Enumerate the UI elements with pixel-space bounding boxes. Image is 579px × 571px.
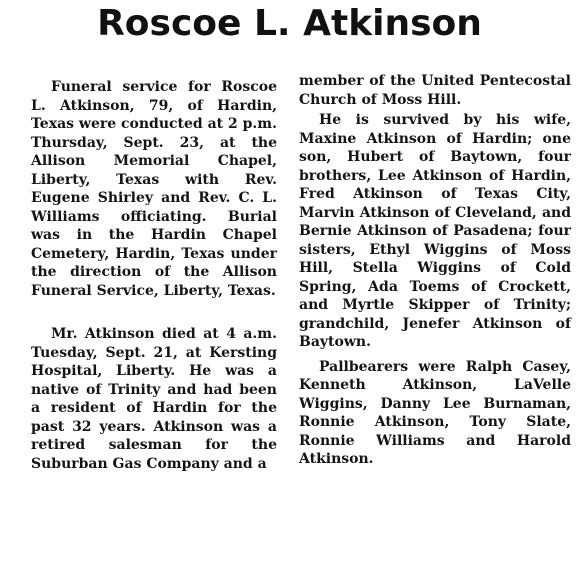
left-column [31, 78, 277, 473]
obituary-headline: Roscoe L. Atkinson [97, 3, 482, 44]
column-divider [288, 80, 289, 560]
obituary-paragraph-service: Funeral service for Roscoe L. Atkinson, 79, of Hardin, Texas were conducted at 2 p.m. Thursday, Sept. 23, at the Allison Memorial Chapel, Liberty, Texas with Rev. Eugene Shirley and Rev. C. L. Williams officiating. Burial was in the Hardin Chapel Cemetery, Hardin, Texas under the direction of the Allison Funeral Service, Liberty, Texas. [31, 79, 277, 299]
right-column [299, 72, 571, 469]
obituary-paragraph-survivors: He is survived by his wife, Maxine Atkinson of Hardin; one son, Hubert of Baytown, four brothers, Lee Atkinson of Hardin, Fred Atkinson of Texas City, Marvin Atkinson of Cleveland, and Bernie Atkinson of Pasadena; four sisters, Ethyl Wiggins of Moss Hill, Stella Wiggins of Cold Spring, Ada Toems of Crockett, and Myrtle Skipper of Trinity; grandchild, Jenefer Atkinson of Baytown. [299, 112, 571, 350]
obituary-paragraph-pallbearers: Pallbearers were Ralph Casey, Kenneth Atkinson, LaVelle Wiggins, Danny Lee Burnaman, Ronnie Atkinson, Tony Slate, Ronnie Williams and Harold Atkinson. [299, 358, 571, 467]
obituary-paragraph-death: Mr. Atkinson died at 4 a.m. Tuesday, Sept. 21, at Kersting Hospital, Liberty. He was a native of Trinity and had been a resident of Hardin for the past 32 years. Atkinson was a retired salesman for the Suburban Gas Company and a [31, 326, 277, 472]
obituary-paragraph-church: member of the United Pentecostal Church of Moss Hill. [299, 73, 571, 108]
